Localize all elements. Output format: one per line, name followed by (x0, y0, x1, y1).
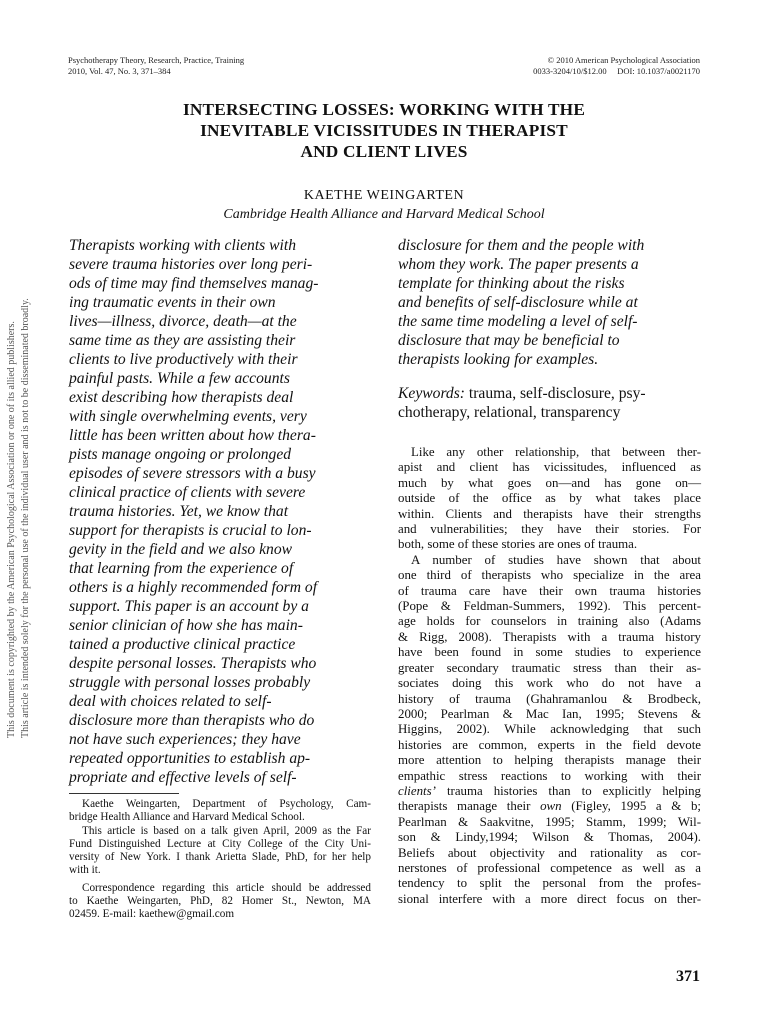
body-line: empathic stress reactions to working with their (398, 768, 701, 783)
abstract-line: trauma histories. Yet, we know that (69, 503, 289, 520)
body-text: therapists manage their (398, 799, 541, 814)
abstract-line: and benefits of self-disclosure while at (398, 294, 638, 311)
body-line: of trauma care have their own trauma histories (398, 583, 701, 598)
abstract-line: disclosure that may be beneficial to (398, 332, 620, 349)
body-line: Higgins, 2002). While acknowledging that such (398, 722, 701, 737)
abstract-line: not have such experiences; they have (69, 731, 301, 748)
body-line: within. Clients and therapists have their strengths (398, 506, 701, 521)
abstract-line: exist describing how therapists deal (69, 389, 294, 406)
abstract-line: that learning from the experience of (69, 560, 294, 577)
abstract-line: ing traumatic events in their own (69, 294, 276, 311)
keywords-line-1 (398, 384, 702, 403)
abstract-right-column (398, 236, 702, 369)
abstract-line: the same time modeling a level of self- (398, 313, 638, 330)
body-line: outside of the office as by what takes place (398, 491, 701, 506)
body-line: tendency to split the personal from the profes- (398, 876, 701, 891)
body-line: sociates doing this work who do not have a (398, 676, 701, 691)
issn-doi: 0033-3204/10/$12.00 DOI: 10.1037/a0021170 (533, 65, 700, 76)
abstract-line: episodes of severe stressors with a busy (69, 465, 316, 482)
abstract-line: disclosure more than therapists who do (69, 712, 315, 729)
abstract-left-column (69, 236, 373, 787)
footnote-line: to Kaethe Weingarten, PhD, 82 Homer St., Newton, MA (69, 895, 371, 908)
abstract-line: senior clinician of how she has main- (69, 617, 303, 634)
emphasis-own: own (540, 799, 562, 814)
body-line: have been found in some studies to experience (398, 645, 701, 660)
footnote-line: 02459. E-mail: kaethew@gmail.com (69, 908, 235, 921)
abstract-line: struggle with personal losses probably (69, 674, 311, 691)
usage-notice-vertical: This article is intended solely for the personal use of the individual user and is not to be disseminated broadly. (20, 298, 31, 738)
abstract-line: ods of time may find themselves manag- (69, 275, 319, 292)
abstract-line: support for therapists is crucial to lon- (69, 522, 312, 539)
copyright-notice-vertical: This document is copyrighted by the American Psychological Association or one of its allied publishers. (6, 321, 17, 738)
page-number: 371 (676, 968, 700, 985)
body-line: & Rigg, 2008). Therapists with a trauma history (398, 629, 701, 644)
abstract-line: same time as they are assisting their (69, 332, 296, 349)
author-name: KAETHE WEINGARTEN (303, 188, 465, 203)
footnotes (69, 798, 371, 922)
body-line: Beliefs about objectivity and rationality as cor- (398, 845, 701, 860)
body-line: histories are common, experts in the field devote (398, 737, 701, 752)
abstract-line: lives—illness, divorce, death—at the (69, 313, 297, 330)
abstract-line: Therapists working with clients with (69, 237, 296, 254)
title-line: INTERSECTING LOSSES: WORKING WITH THE (182, 100, 586, 119)
abstract-line: therapists looking for examples. (398, 351, 599, 368)
abstract-line: despite personal losses. Therapists who (69, 655, 317, 672)
abstract-line: whom they work. The paper presents a (398, 256, 639, 273)
body-text: (Figley, 1995 a & b; (561, 799, 701, 814)
body-line: one third of therapists who specialize in the area (398, 568, 701, 583)
body-text-column (398, 445, 701, 907)
body-line: A number of studies have shown that about (411, 552, 701, 567)
footnote-line: Correspondence regarding this article should be addressed (82, 881, 371, 894)
volume-info: 2010, Vol. 47, No. 3, 371–384 (68, 65, 171, 76)
body-line: both, some of these stories are ones of trauma. (398, 537, 638, 552)
body-line: Pearlman & Saakvitne, 1995; Stamm, 1999; Wil- (398, 814, 701, 829)
keywords (398, 384, 702, 422)
body-line: much by what goes on—and has gone on— (398, 475, 701, 490)
abstract-line: painful pasts. While a few accounts (69, 370, 290, 387)
emphasis-clients: clients’ (398, 783, 436, 798)
title-line: INEVITABLE VICISSITUDES IN THERAPIST (200, 121, 568, 140)
body-line: more attention to helping therapists manage their (398, 753, 701, 768)
body-line: sional interfere with a more direct focus on ther- (398, 891, 701, 906)
abstract-line: with single overwhelming events, very (69, 408, 307, 425)
body-line: (Pope & Feldman-Summers, 1992). This percent- (398, 599, 701, 614)
body-line: son & Lindy,1994; Wilson & Thomas, 2004). (398, 830, 701, 845)
body-text: trauma histories than to explicitly helping (435, 783, 701, 798)
abstract-line: support. This paper is an account by a (69, 598, 309, 615)
footnote-line: This article is based on a talk given April, 2009 as the Far (82, 824, 371, 837)
abstract-line: template for thinking about the risks (398, 275, 625, 292)
body-line: Like any other relationship, that between ther- (411, 445, 701, 459)
abstract-line: pists manage ongoing or prolonged (69, 446, 292, 463)
abstract-line: clients to live productively with their (69, 351, 298, 368)
body-line: age holds for counselors in training also (Adams (398, 614, 701, 629)
footnote-line: versity of New York. I thank Arietta Slade, PhD, for her help (69, 851, 371, 864)
abstract-line: clinical practice of clients with severe (69, 484, 306, 501)
author-affiliation: Cambridge Health Alliance and Harvard Medical School (223, 207, 545, 222)
keywords-text: trauma, self-disclosure, psy- (465, 385, 646, 402)
keywords-line-2: chotherapy, relational, transparency (398, 404, 621, 421)
copyright-line: © 2010 American Psychological Association (547, 55, 700, 65)
footnote-line: with it. (69, 864, 101, 877)
body-line: 2000; Pearlman & Mac Ian, 1995; Stevens & (398, 706, 701, 721)
footnote-rule (69, 793, 179, 794)
running-header-right (533, 55, 700, 76)
body-line: history of trauma (Ghahramanlou & Brodbeck, (398, 691, 701, 706)
abstract-line: propriate and effective levels of self- (69, 769, 297, 786)
body-line: apist and client has vicissitudes, influenced as (398, 460, 701, 475)
footnote-line: bridge Health Alliance and Harvard Medical School. (69, 811, 305, 824)
body-line: nerstones of professional competence as well as a (398, 860, 701, 875)
abstract-line: repeated opportunities to establish ap- (69, 750, 311, 767)
footnote-line: Fund Distinguished Lecture at City College of the City Uni- (69, 837, 371, 850)
abstract-line: gevity in the field and we also know (69, 541, 293, 558)
article-title (100, 99, 668, 162)
body-line (398, 799, 701, 814)
abstract-line: others is a highly recommended form of (69, 579, 318, 596)
body-line (398, 784, 701, 799)
body-line: and vulnerabilities; they have their stories. For (398, 522, 701, 537)
abstract-line: tained a productive clinical practice (69, 636, 296, 653)
abstract-line: disclosure for them and the people with (398, 237, 645, 254)
journal-name: Psychotherapy Theory, Research, Practice, Training (68, 55, 245, 65)
body-line: greater secondary traumatic stress than their as- (398, 660, 701, 675)
footnote-line: Kaethe Weingarten, Department of Psychology, Cam- (82, 798, 371, 810)
abstract-line: deal with choices related to self- (69, 693, 272, 710)
running-header-left (68, 55, 244, 76)
keywords-label: Keywords: (398, 385, 465, 402)
abstract-line: severe trauma histories over long peri- (69, 256, 313, 273)
title-line: AND CLIENT LIVES (300, 142, 468, 161)
abstract-line: little has been written about how thera- (69, 427, 316, 444)
